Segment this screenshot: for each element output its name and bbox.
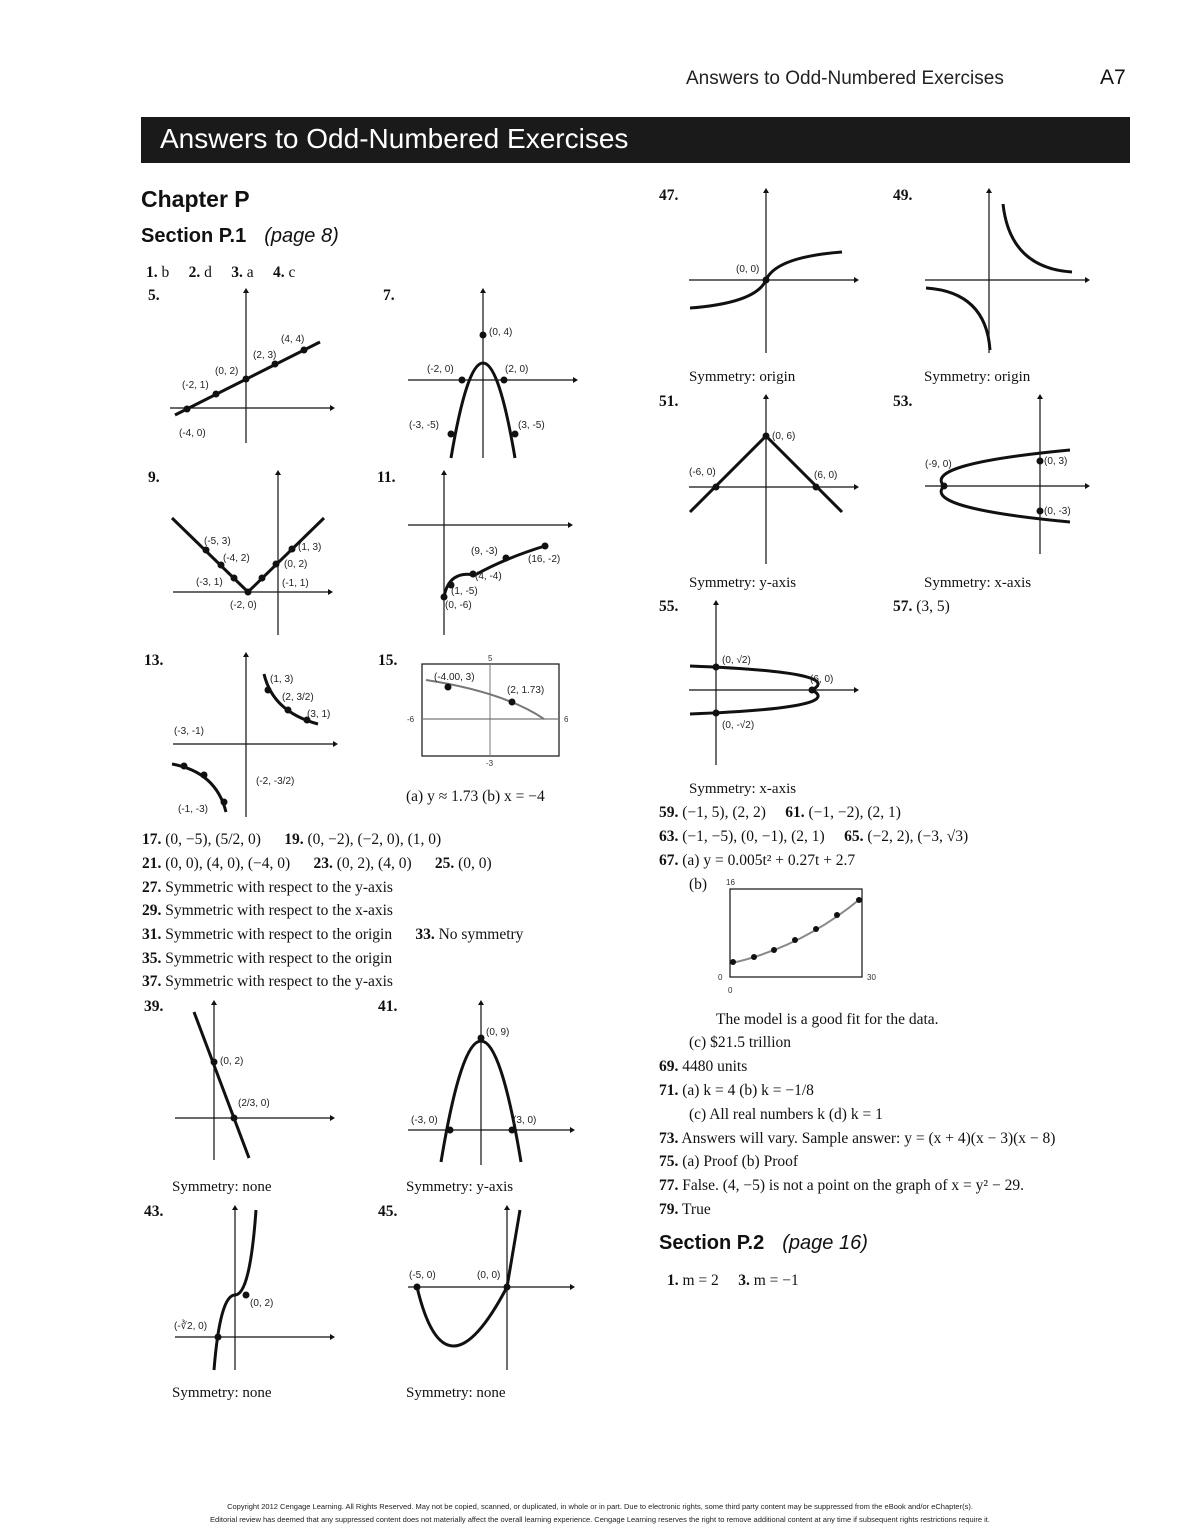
answer: (−1, −2), (2, 1) — [808, 804, 901, 821]
point-label: (-3, -1) — [174, 726, 204, 737]
answer: (−1, 5), (2, 2) — [682, 804, 766, 821]
point-label: (2, 3) — [253, 350, 277, 361]
symmetry-caption: Symmetry: y-axis — [406, 1179, 514, 1195]
window-ymax: 5 — [488, 654, 493, 663]
point-label: (1, 3) — [298, 542, 322, 553]
point-label: (-3, 1) — [196, 577, 223, 588]
answer-line — [659, 1177, 1024, 1195]
point-label: (0, 9) — [486, 1027, 510, 1038]
point-label: (-9, 0) — [925, 459, 952, 470]
exercise-number: 43. — [144, 1203, 164, 1220]
point-label: (16, -2) — [528, 554, 561, 565]
num: 1. — [146, 264, 158, 281]
answer: (0, −2), (−2, 0), (1, 0) — [307, 831, 442, 848]
num: 31. — [142, 926, 162, 943]
num: 73. — [659, 1130, 679, 1147]
exercise-number: 41. — [378, 998, 398, 1015]
num: 71. — [659, 1082, 679, 1099]
answer: (a) y = 0.005t² + 0.27t + 2.7 — [682, 852, 856, 869]
graph-ex5 — [165, 288, 335, 448]
section-page: (page 8) — [264, 225, 339, 247]
exercise-number: 11. — [377, 469, 396, 486]
symmetry-caption: Symmetry: none — [406, 1385, 506, 1401]
answer-line — [142, 973, 393, 991]
point-label: (6, 0) — [810, 674, 834, 685]
point-label: (0, 2) — [220, 1056, 244, 1067]
answer: Symmetric with respect to the y-axis — [165, 973, 393, 990]
num: 23. — [313, 855, 333, 872]
point-label: (0, √2) — [722, 655, 751, 666]
point-label: (2, 3/2) — [282, 692, 314, 703]
answer: 4480 units — [682, 1058, 748, 1075]
answer: True — [681, 1201, 711, 1218]
graph-ex67 — [712, 877, 887, 997]
graph-ex13 — [168, 652, 338, 822]
exercise-number: 5. — [148, 287, 160, 304]
point-label: (-5, 3) — [204, 536, 231, 547]
copyright-line-1: Copyright 2012 Cengage Learning. All Rights Reserved. May not be copied, scanned, or duplicated, in whole or in part. Due to electronic rights, some third party content may be suppressed from the eBook and/or eChapter(s). — [227, 1502, 973, 1511]
num: 1. — [667, 1272, 679, 1289]
num: 79. — [659, 1201, 679, 1218]
num: 67. — [659, 852, 679, 869]
point-label: (0, 2) — [250, 1298, 274, 1309]
answer-line — [659, 1201, 711, 1219]
exercise-number: 15. — [378, 652, 398, 669]
point-label: (-2, 1) — [182, 380, 209, 391]
graph-ex53 — [922, 394, 1092, 559]
answer: No symmetry — [438, 926, 524, 943]
symmetry-caption: Symmetry: y-axis — [689, 575, 797, 591]
num: 65. — [844, 828, 864, 845]
graph-ex39 — [170, 1000, 335, 1165]
point-label: (3, 1) — [307, 709, 331, 720]
graph-ex51 — [686, 394, 861, 569]
exercise-number: 53. — [893, 393, 913, 410]
exercise-number: 9. — [148, 469, 160, 486]
point-label: (-2, -3/2) — [256, 776, 295, 787]
num: 17. — [142, 831, 162, 848]
point-label: (4, -4) — [475, 571, 502, 582]
answer: (a) k = 4 (b) k = −1/8 — [682, 1082, 814, 1099]
num: 21. — [142, 855, 162, 872]
point-label: (3, 0) — [513, 1115, 537, 1126]
answer-57 — [893, 598, 950, 616]
chapter-heading: Chapter P — [141, 186, 250, 212]
point-label: (-4.00, 3) — [434, 672, 475, 683]
point-label: (-4, 0) — [179, 428, 206, 439]
section-title: Section P.2 — [659, 1232, 765, 1254]
answer-line — [659, 1058, 747, 1076]
answer: a — [246, 264, 254, 281]
point-label: (0, -3) — [1044, 506, 1071, 517]
section-title: Section P.1 — [141, 225, 247, 247]
answer-71cd: (c) All real numbers k (d) k = 1 — [689, 1106, 883, 1123]
symmetry-caption: Symmetry: origin — [689, 369, 796, 385]
num: 33. — [415, 926, 435, 943]
num: 77. — [659, 1177, 679, 1194]
num: 69. — [659, 1058, 679, 1075]
answer: (0, −5), (5/2, 0) — [165, 831, 261, 848]
answer: d — [204, 264, 212, 281]
answer: c — [288, 264, 296, 281]
answer: (0, 0), (4, 0), (−4, 0) — [165, 855, 291, 872]
point-label: (-1, 1) — [282, 578, 309, 589]
point-label: (6, 0) — [814, 470, 838, 481]
symmetry-caption: Symmetry: none — [172, 1179, 272, 1195]
point-label: (-2, 0) — [230, 600, 257, 611]
point-label: (2/3, 0) — [238, 1098, 270, 1109]
point-label: (1, -5) — [451, 586, 478, 597]
exercise-number: 55. — [659, 598, 679, 615]
exercise-number: 39. — [144, 998, 164, 1015]
point-label: (1, 3) — [270, 674, 294, 685]
answers-1-4 — [146, 264, 295, 282]
point-label: (0, 6) — [772, 431, 796, 442]
answer-67c: (c) $21.5 trillion — [689, 1034, 792, 1051]
answer: Symmetric with respect to the origin — [165, 926, 393, 943]
symmetry-caption: Symmetry: origin — [924, 369, 1031, 385]
section-heading-p2 — [659, 1232, 868, 1255]
title-banner — [141, 117, 1130, 163]
symmetry-caption: Symmetry: x-axis — [689, 781, 797, 797]
num: 29. — [142, 902, 162, 919]
answer: (−1, −5), (0, −1), (2, 1) — [682, 828, 825, 845]
point-label: (0, 2) — [284, 559, 308, 570]
point-label: (2, 1.73) — [507, 685, 545, 696]
point-label: (0, 4) — [489, 327, 513, 338]
num: 63. — [659, 828, 679, 845]
num: 75. — [659, 1153, 679, 1170]
point-label: (2, 0) — [505, 364, 529, 375]
answer: m = 2 — [682, 1272, 719, 1289]
exercise-number: 13. — [144, 652, 164, 669]
exercise-number: 45. — [378, 1203, 398, 1220]
answer-line — [142, 831, 441, 849]
graph-ex43 — [170, 1205, 335, 1375]
point-label: (0, 0) — [736, 264, 760, 275]
graph-ex11 — [405, 470, 575, 640]
graph-ex55 — [686, 600, 861, 770]
num: 4. — [273, 264, 285, 281]
running-title: Answers to Odd-Numbered Exercises — [686, 68, 1004, 89]
answer-line — [659, 1153, 798, 1171]
answer-line — [142, 879, 393, 897]
graph-ex45 — [405, 1205, 575, 1375]
answer: (3, 5) — [916, 598, 950, 615]
page-number: A7 — [1100, 66, 1126, 89]
window-xmin: -6 — [407, 715, 415, 724]
point-label: (-6, 0) — [689, 467, 716, 478]
window-ymin: 0 — [718, 973, 723, 982]
answer: m = −1 — [753, 1272, 799, 1289]
answer: (0, 2), (4, 0) — [336, 855, 412, 872]
exercise-number: 7. — [383, 287, 395, 304]
section-heading-p1 — [141, 225, 339, 248]
banner-title: Answers to Odd-Numbered Exercises — [160, 123, 629, 154]
answer-line — [142, 855, 492, 873]
point-label: (0, -6) — [445, 600, 472, 611]
point-label: (0, 0) — [477, 1270, 501, 1281]
num: 19. — [284, 831, 304, 848]
point-label: (-3, -5) — [409, 420, 439, 431]
answer-67b-label: (b) — [689, 876, 708, 893]
answer: (0, 0) — [458, 855, 492, 872]
point-label: (-4, 2) — [223, 553, 250, 564]
answer-line — [667, 1272, 799, 1290]
point-label: (0, 3) — [1044, 456, 1068, 467]
num: 35. — [142, 950, 162, 967]
answer: (a) Proof (b) Proof — [682, 1153, 799, 1170]
point-label: (-2, 0) — [427, 364, 454, 375]
point-label: (3, -5) — [518, 420, 545, 431]
point-label: (-∛2, 0) — [174, 1321, 208, 1332]
point-label: (9, -3) — [471, 546, 498, 557]
window-xmax: 6 — [564, 715, 569, 724]
num: 25. — [434, 855, 455, 872]
answer-line — [142, 950, 392, 968]
answer-line — [659, 1082, 814, 1100]
answer-line — [142, 902, 393, 920]
graph-ex7 — [405, 288, 580, 463]
graph-ex41 — [405, 1000, 575, 1170]
point-label: (-3, 0) — [411, 1115, 438, 1126]
symmetry-caption: Symmetry: x-axis — [924, 575, 1032, 591]
point-label: (0, -√2) — [722, 720, 755, 731]
point-label: (-5, 0) — [409, 1270, 436, 1281]
section-page: (page 16) — [782, 1232, 868, 1254]
point-label: (0, 2) — [215, 366, 239, 377]
num: 2. — [188, 264, 201, 281]
graph-ex49 — [922, 188, 1092, 358]
answer: Symmetric with respect to the y-axis — [165, 879, 393, 896]
graph-ex47 — [686, 188, 861, 358]
symmetry-caption: Symmetry: none — [172, 1385, 272, 1401]
point-label: (-1, -3) — [178, 804, 208, 815]
num: 3. — [231, 264, 243, 281]
num: 61. — [785, 804, 805, 821]
answer: Symmetric with respect to the origin — [165, 950, 393, 967]
answer: (−2, 2), (−3, √3) — [867, 828, 969, 845]
answer-line — [659, 852, 855, 870]
point-label: (4, 4) — [281, 334, 305, 345]
window-xmin: 0 — [728, 986, 733, 995]
answer-line — [659, 1130, 1055, 1148]
answer-67-fit: The model is a good fit for the data. — [716, 1011, 939, 1028]
num: 37. — [142, 973, 162, 990]
exercise-number: 47. — [659, 187, 679, 204]
answer-line — [142, 926, 523, 944]
num: 3. — [738, 1272, 750, 1289]
num: 59. — [659, 804, 679, 821]
copyright-line-2: Editorial review has deemed that any suppressed content does not materially affect the overall learning experience. Cengage Learning reserves the right to remove additional content at any time if subsequent rights restrictions require it. — [210, 1515, 990, 1524]
window-xmax: 30 — [867, 973, 876, 982]
num: 57. — [893, 598, 913, 615]
graph-ex9 — [168, 470, 333, 640]
exercise-number: 49. — [893, 187, 913, 204]
answer-15: (a) y ≈ 1.73 (b) x = −4 — [406, 788, 545, 805]
window-ymin: -3 — [486, 759, 494, 768]
answer: False. (4, −5) is not a point on the graph of x = y² − 29. — [682, 1177, 1024, 1194]
answer: Answers will vary. Sample answer: y = (x + 4)(x − 3)(x − 8) — [681, 1130, 1056, 1147]
num: 27. — [142, 879, 162, 896]
answer: Symmetric with respect to the x-axis — [165, 902, 393, 919]
window-ymax: 16 — [726, 878, 735, 887]
answer-line — [659, 828, 968, 846]
answer-line — [659, 804, 901, 822]
answer: b — [161, 264, 170, 281]
graph-ex15 — [404, 652, 584, 772]
exercise-number: 51. — [659, 393, 679, 410]
